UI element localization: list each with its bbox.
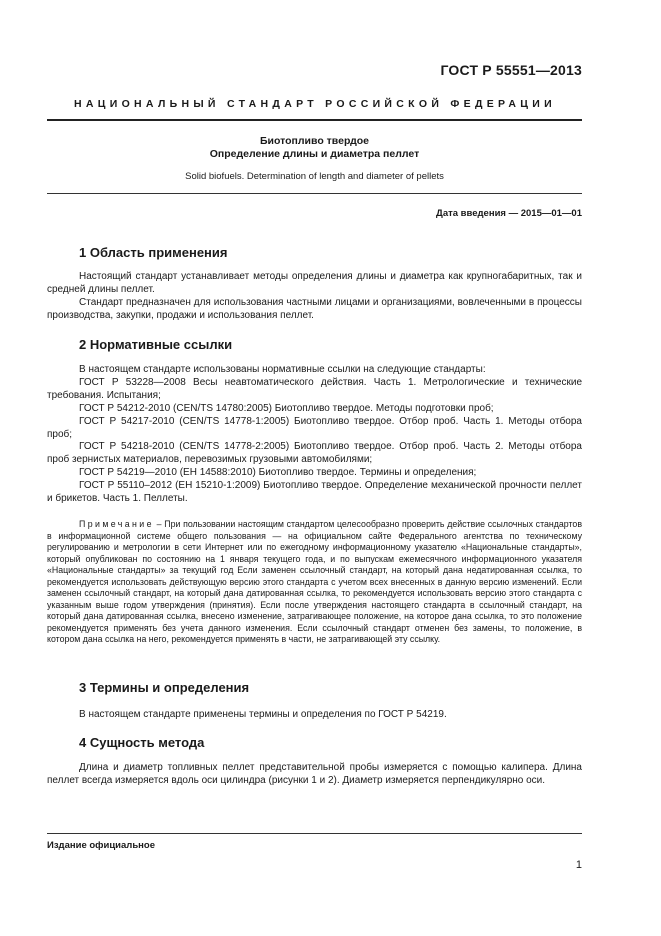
- paragraph: Настоящий стандарт устанавливает методы определения длины и диаметра как крупногабаритных, так и средней длины пеллет.: [47, 271, 582, 295]
- footer-rule: [47, 833, 582, 834]
- page-number: 1: [575, 859, 582, 871]
- reference-item: ГОСТ Р 54212-2010 (CEN/TS 14780:2005) Биотопливо твердое. Методы подготовки проб;: [79, 403, 494, 414]
- title-rule: [47, 193, 582, 194]
- note: [47, 519, 582, 646]
- paragraph: Стандарт предназначен для использования частными лицами и организациями, вовлеченными в процессы производства, закупки, продажи и использования пеллет.: [47, 297, 582, 321]
- english-title: Solid biofuels. Determination of length and diameter of pellets: [185, 171, 444, 182]
- section-heading: 4 Сущность метода: [79, 735, 205, 750]
- document-subtitle: Определение длины и диаметра пеллет: [209, 148, 420, 160]
- introduction-date: Дата введения — 2015—01—01: [436, 208, 582, 219]
- reference-item: ГОСТ Р 53228—2008 Весы неавтоматического действия. Часть 1. Метрологические и технические требования. Испытания;: [47, 377, 582, 401]
- document-title: Биотопливо твердое: [259, 135, 370, 147]
- section-heading: 1 Область применения: [79, 245, 228, 260]
- section-heading: 3 Термины и определения: [79, 680, 250, 695]
- paragraph: В настоящем стандарте использованы нормативные ссылки на следующие стандарты:: [79, 364, 486, 375]
- section-heading: 2 Нормативные ссылки: [79, 337, 233, 352]
- reference-item: ГОСТ Р 54217-2010 (CEN/TS 14778-1:2005) Биотопливо твердое. Отбор проб. Часть 1. Методы отбора проб;: [47, 416, 582, 440]
- note-label: Примечание: [79, 519, 154, 529]
- official-edition-label: Издание официальное: [47, 840, 155, 851]
- reference-item: ГОСТ Р 54218-2010 (CEN/TS 14778-2:2005) Биотопливо твердое. Отбор проб. Часть 2. Методы отбора проб зернистых материалов, перевозимых грузовыми автомобилями;: [47, 441, 582, 465]
- paragraph: Длина и диаметр топливных пеллет представительной пробы измеряется с помощью калипера. Длина пеллет всегда измеряется вдоль оси цилиндра (рисунки 1 и 2). Диаметр измеряется перпендикулярно оси.: [47, 762, 582, 786]
- reference-item: ГОСТ Р 54219—2010 (ЕН 14588:2010) Биотопливо твердое. Термины и определения;: [79, 467, 477, 478]
- paragraph: В настоящем стандарте применены термины и определения по ГОСТ Р 54219.: [79, 709, 447, 720]
- note-text: – При пользовании настоящим стандартом целесообразно проверить действие ссылочных стандартов в информационной системе общего пользования — на официальном сайте Федерального агентства по техническому регулированию и метрологии в сети Интернет или по ежегодному информационному указателю «Национальные стандарты», который опубликован по состоянию на 1 января текущего года, и по выпускам ежемесячного информационного указателя «Национальные стандарты» за текущий год Если заменен ссылочный стандарт, на который дана недатированная ссылка, то рекомендуется использовать действующую версию этого стандарта с учетом всех внесенных в данную версию изменений. Если заменен ссылочный стандарт, на который дана датированная ссылка, то рекомендуется использовать версию этого стандарта с указанным выше годом утверждения (принятия). Если после утверждения настоящего стандарта в ссылочный стандарт, на который дана датированная ссылка, внесено изменение, затрагивающее положение, на которое дана ссылка, то это положение рекомендуется применять без учета данного изменения. Если ссылочный стандарт отменен без замены, то положение, в котором дана ссылка на него, рекомендуется применять в части, не затрагивающей эту ссылку.: [47, 519, 582, 644]
- national-standard-banner: НАЦИОНАЛЬНЫЙ СТАНДАРТ РОССИЙСКОЙ ФЕДЕРАЦИИ: [74, 98, 556, 110]
- header-rule: [47, 119, 582, 121]
- reference-item: ГОСТ Р 55110–2012 (ЕН 15210-1:2009) Биотопливо твердое. Определение механической прочности пеллет и брикетов. Часть 1. Пеллеты.: [47, 480, 582, 504]
- standard-number: ГОСТ Р 55551—2013: [440, 62, 582, 78]
